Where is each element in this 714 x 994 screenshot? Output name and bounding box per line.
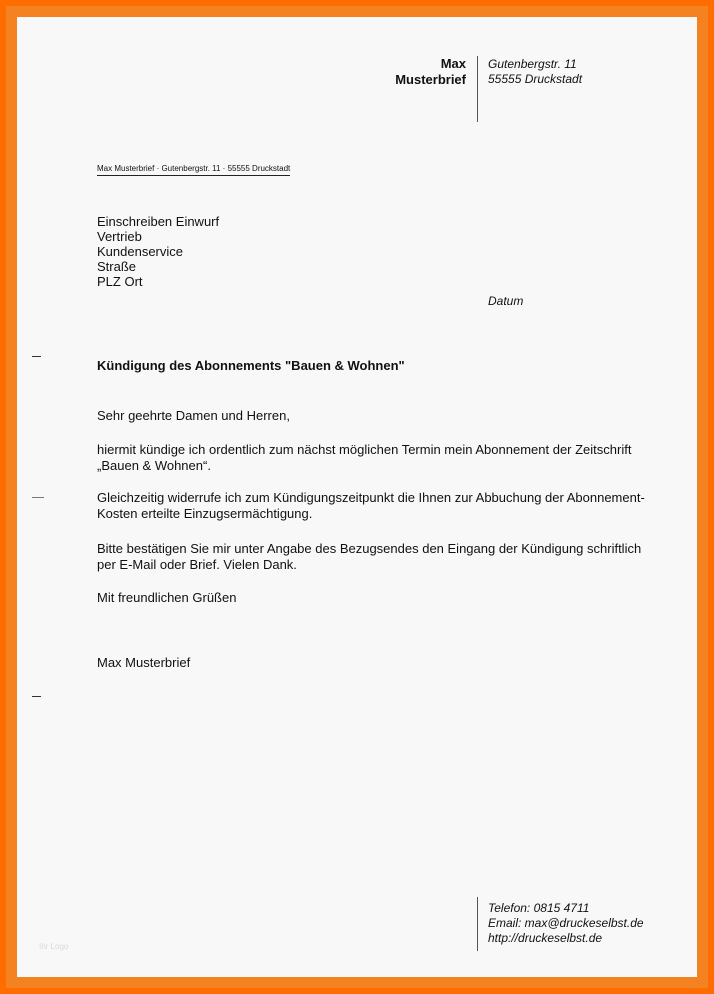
footer-divider	[477, 897, 478, 951]
sender-first-name: Max	[440, 56, 466, 71]
date-field: Datum	[488, 294, 524, 308]
body-paragraph-2: Gleichzeitig widerrufe ich zum Kündigungszeitpunkt die Ihnen zur Abbuchung der Abonnement-Kosten erteilte Einzugsermächtigung.	[97, 490, 645, 521]
salutation: Sehr geehrte Damen und Herren,	[97, 408, 290, 423]
footer-email[interactable]: Email: max@druckeselbst.de	[488, 916, 644, 930]
header-divider	[477, 56, 478, 122]
punch-mark	[32, 497, 44, 498]
signature-name: Max Musterbrief	[97, 655, 191, 670]
footer-phone: Telefon: 0815 4711	[488, 901, 590, 915]
sender-city: 55555 Druckstadt	[488, 72, 583, 86]
return-address-line: Max Musterbrief · Gutenbergstr. 11 · 55555 Druckstadt	[97, 164, 290, 176]
recipient-line-1: Einschreiben Einwurf	[97, 214, 220, 229]
body-paragraph-1: hiermit kündige ich ordentlich zum nächst möglichen Termin mein Abonnement der Zeitschrift „Bauen & Wohnen“.	[97, 442, 632, 473]
fold-mark-top	[32, 356, 41, 357]
footer-website[interactable]: http://druckeselbst.de	[488, 931, 603, 945]
sender-address	[488, 57, 582, 87]
body-paragraph-3: Bitte bestätigen Sie mir unter Angabe des Bezugsendes den Eingang der Kündigung schriftlich per E-Mail oder Brief. Vielen Dank.	[97, 541, 642, 572]
sender-last-name: Musterbrief	[395, 72, 466, 87]
recipient-address	[97, 214, 219, 289]
closing-phrase: Mit freundlichen Grüßen	[97, 590, 237, 605]
sender-street: Gutenbergstr. 11	[488, 57, 577, 71]
logo-placeholder: Ihr Logo	[39, 942, 69, 951]
recipient-line-5: PLZ Ort	[97, 274, 143, 289]
footer-contact	[488, 901, 644, 946]
recipient-line-2: Vertrieb	[97, 229, 142, 244]
recipient-line-4: Straße	[97, 259, 137, 274]
recipient-line-3: Kundenservice	[97, 244, 183, 259]
fold-mark-bottom	[32, 696, 41, 697]
letter-subject: Kündigung des Abonnements "Bauen & Wohnen"	[97, 358, 405, 373]
sender-name	[374, 56, 466, 88]
letter-page	[17, 17, 697, 977]
